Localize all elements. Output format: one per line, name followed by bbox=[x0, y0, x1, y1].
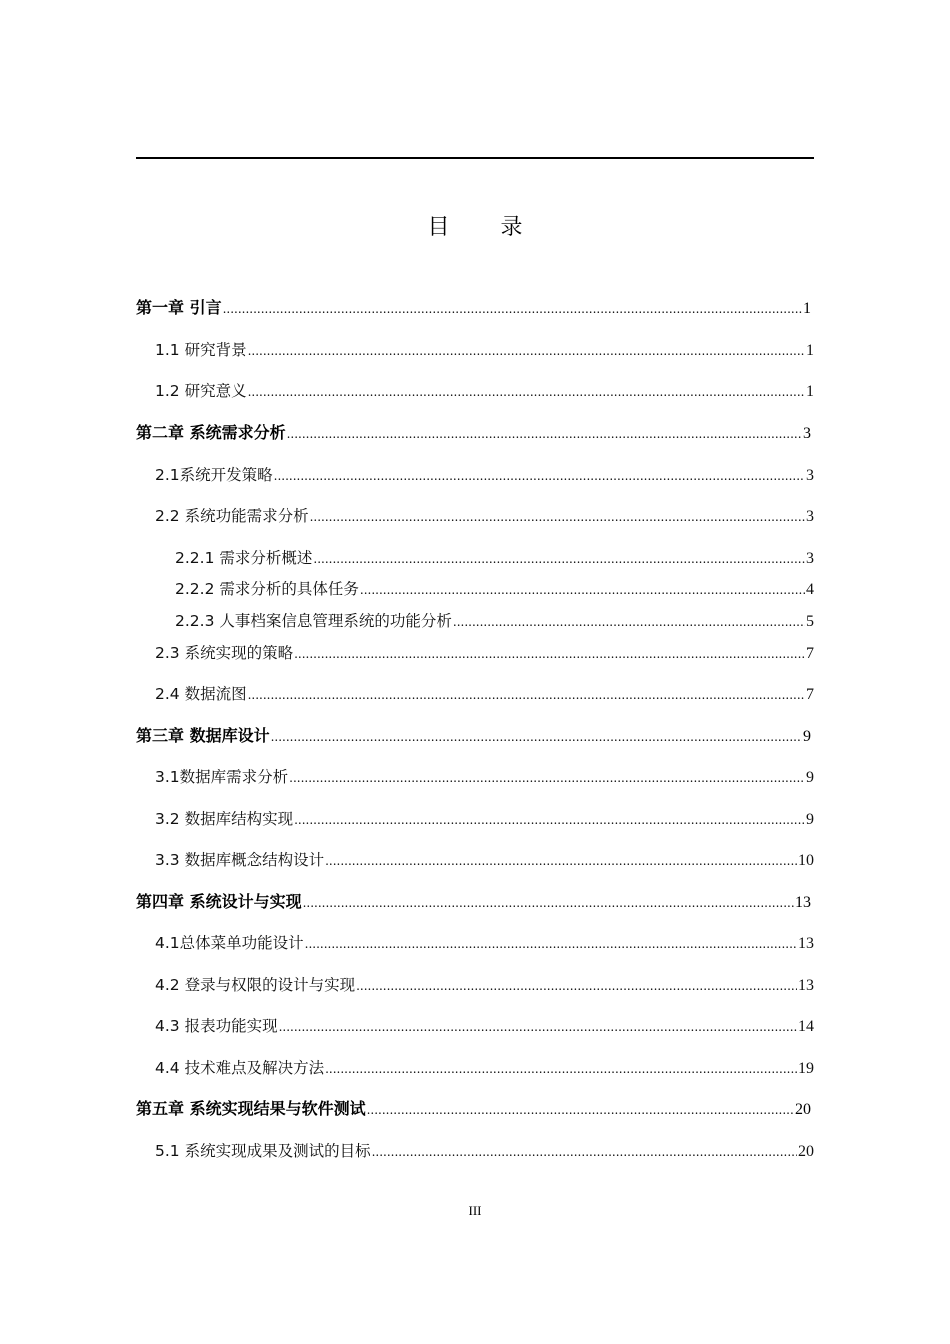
toc-entry-page: 9 bbox=[806, 769, 814, 786]
toc-dot-leader bbox=[305, 932, 797, 956]
toc-entry[interactable] bbox=[155, 1056, 814, 1080]
toc-dot-leader bbox=[360, 578, 805, 602]
toc-entry-label: 5.1 系统实现成果及测试的目标 bbox=[155, 1142, 371, 1160]
toc-entry[interactable] bbox=[155, 641, 814, 665]
toc-entry-label: 2.3 系统实现的策略 bbox=[155, 644, 294, 662]
toc-dot-leader bbox=[313, 547, 805, 571]
toc-entry-page: 10 bbox=[798, 852, 814, 869]
toc-entry[interactable] bbox=[175, 577, 814, 601]
toc-dot-leader bbox=[223, 297, 802, 321]
toc-entry-page: 1 bbox=[806, 383, 814, 400]
toc-entry[interactable] bbox=[155, 931, 814, 955]
toc-entry[interactable] bbox=[136, 296, 811, 320]
toc-entry-label: 第一章 引言 bbox=[136, 298, 222, 317]
toc-entry-label: 2.4 数据流图 bbox=[155, 685, 247, 703]
toc-entry-page: 3 bbox=[803, 425, 811, 442]
toc-entry-label: 2.2.1 需求分析概述 bbox=[175, 549, 313, 567]
toc-entry-label: 第三章 数据库设计 bbox=[136, 726, 270, 745]
toc-entry[interactable] bbox=[175, 546, 814, 570]
toc-entry-label: 2.2 系统功能需求分析 bbox=[155, 507, 309, 525]
toc-dot-leader bbox=[289, 766, 805, 790]
toc-dot-leader bbox=[310, 505, 805, 529]
toc-entry-label: 4.2 登录与权限的设计与实现 bbox=[155, 976, 356, 994]
toc-entry-label: 第四章 系统设计与实现 bbox=[136, 892, 302, 911]
toc-entry[interactable] bbox=[155, 765, 814, 789]
toc-entry[interactable] bbox=[155, 504, 814, 528]
toc-entry-page: 20 bbox=[798, 1143, 814, 1160]
toc-entry-label: 3.2 数据库结构实现 bbox=[155, 810, 294, 828]
toc-dot-leader bbox=[325, 849, 797, 873]
toc-entry-label: 第五章 系统实现结果与软件测试 bbox=[136, 1099, 366, 1118]
toc-entry-label: 1.2 研究意义 bbox=[155, 382, 247, 400]
toc-entry-label: 第二章 系统需求分析 bbox=[136, 423, 286, 442]
toc-entry-label: 4.3 报表功能实现 bbox=[155, 1017, 278, 1035]
toc-dot-leader bbox=[356, 974, 797, 998]
toc-dot-leader bbox=[274, 464, 805, 488]
toc-entry-page: 5 bbox=[806, 613, 814, 630]
toc-entry-page: 9 bbox=[806, 811, 814, 828]
toc-entry-page: 1 bbox=[806, 342, 814, 359]
toc-entry-page: 19 bbox=[798, 1060, 814, 1077]
toc-dot-leader bbox=[453, 610, 805, 634]
toc-entry-page: 13 bbox=[798, 935, 814, 952]
toc-dot-leader bbox=[248, 339, 805, 363]
toc-title: 目 录 bbox=[427, 215, 545, 240]
toc-dot-leader bbox=[248, 380, 805, 404]
toc-entry-page: 7 bbox=[806, 645, 814, 662]
toc-dot-leader bbox=[303, 891, 794, 915]
toc-entry[interactable] bbox=[155, 807, 814, 831]
toc-entry[interactable] bbox=[136, 421, 811, 445]
toc-entry-page: 13 bbox=[798, 977, 814, 994]
toc-entry-page: 7 bbox=[806, 686, 814, 703]
toc-entry[interactable] bbox=[155, 338, 814, 362]
toc-entry[interactable] bbox=[155, 848, 814, 872]
toc-entry-page: 9 bbox=[803, 728, 811, 745]
toc-entry[interactable] bbox=[155, 379, 814, 403]
toc-entry[interactable] bbox=[136, 1097, 811, 1121]
toc-dot-leader bbox=[287, 422, 802, 446]
toc-entry-page: 20 bbox=[795, 1101, 811, 1118]
toc-entry[interactable] bbox=[136, 890, 811, 914]
toc-entry-page: 3 bbox=[806, 508, 814, 525]
toc-entry-label: 3.1数据库需求分析 bbox=[155, 768, 289, 786]
toc-entry-page: 1 bbox=[803, 300, 811, 317]
toc-entry[interactable] bbox=[155, 1014, 814, 1038]
toc-dot-leader bbox=[248, 683, 805, 707]
toc-entry-label: 1.1 研究背景 bbox=[155, 341, 247, 359]
toc-entry[interactable] bbox=[155, 682, 814, 706]
toc-entry-label: 2.1系统开发策略 bbox=[155, 466, 273, 484]
toc-entry[interactable] bbox=[155, 973, 814, 997]
toc-entry[interactable] bbox=[155, 463, 814, 487]
toc-entry-page: 3 bbox=[806, 467, 814, 484]
toc-dot-leader bbox=[271, 725, 802, 749]
toc-entry-label: 4.1总体菜单功能设计 bbox=[155, 934, 304, 952]
toc-entry-page: 14 bbox=[798, 1018, 814, 1035]
toc-entry-page: 4 bbox=[806, 581, 814, 598]
toc-entry[interactable] bbox=[175, 609, 814, 633]
toc-dot-leader bbox=[372, 1140, 797, 1164]
toc-dot-leader bbox=[279, 1015, 797, 1039]
toc-entry[interactable] bbox=[136, 724, 811, 748]
toc-dot-leader bbox=[294, 642, 805, 666]
toc-entry-page: 13 bbox=[795, 894, 811, 911]
toc-entry-label: 4.4 技术难点及解决方法 bbox=[155, 1059, 325, 1077]
toc-dot-leader bbox=[294, 808, 805, 832]
toc-entry-label: 3.3 数据库概念结构设计 bbox=[155, 851, 325, 869]
toc-entry-page: 3 bbox=[806, 550, 814, 567]
footer-page-number: III bbox=[468, 1203, 482, 1218]
toc-dot-leader bbox=[325, 1057, 797, 1081]
toc-entry[interactable] bbox=[155, 1139, 814, 1163]
toc-entry-label: 2.2.3 人事档案信息管理系统的功能分析 bbox=[175, 612, 452, 630]
toc-entry-label: 2.2.2 需求分析的具体任务 bbox=[175, 580, 359, 598]
toc-dot-leader bbox=[367, 1098, 794, 1122]
